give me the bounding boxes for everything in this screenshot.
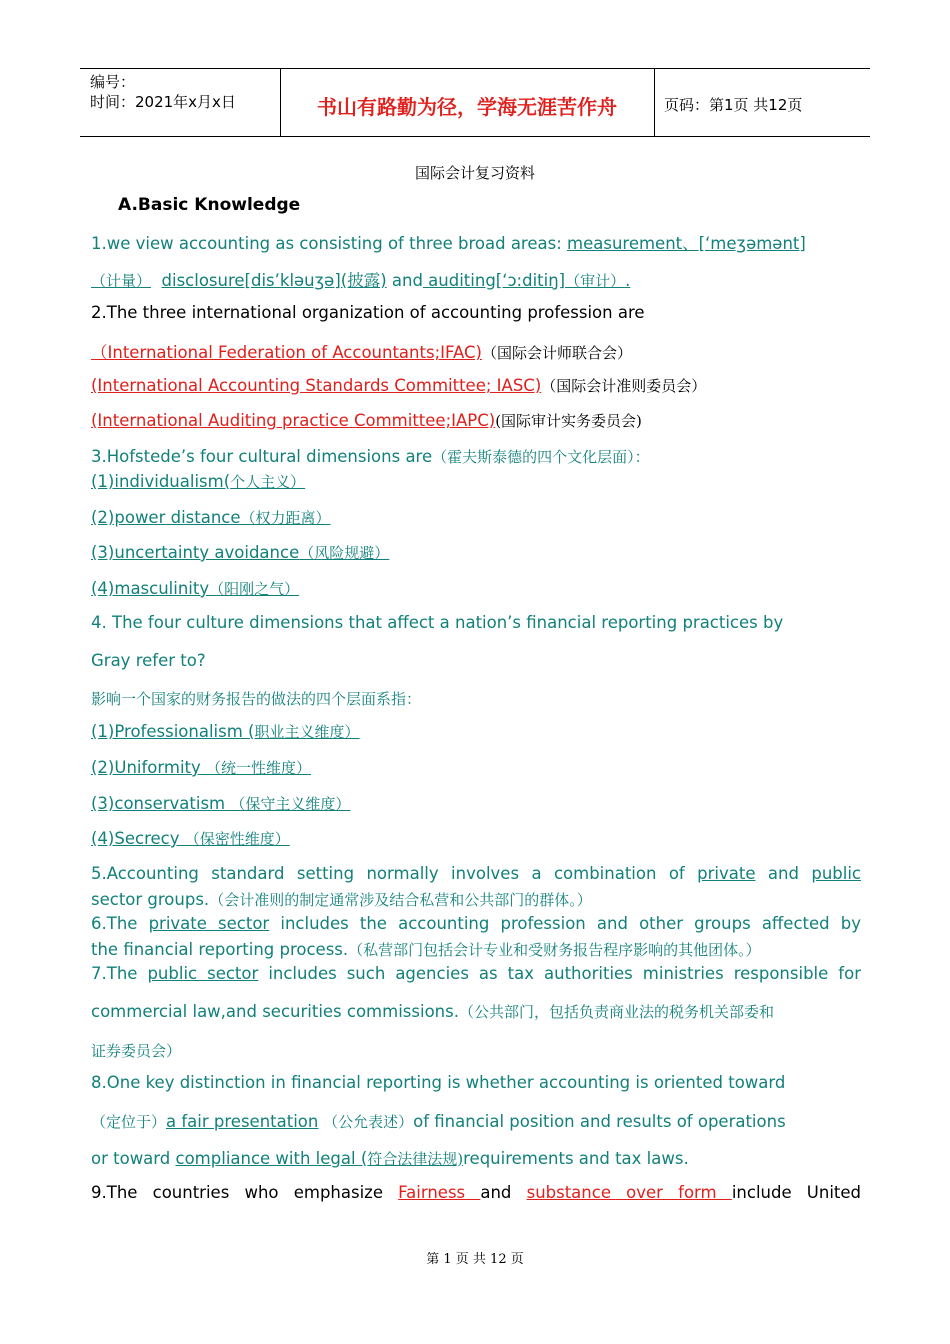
header-divider bbox=[654, 69, 655, 136]
header-motto: 书山有路勤为径，学海无涯苦作舟 bbox=[317, 95, 617, 119]
q2-line: 2.The three international organization of accounting profession are bbox=[91, 303, 645, 322]
header-page-number: 页码：第1页 共12页 bbox=[664, 96, 803, 114]
q2-ifac: （International Federation of Accountants;IFAC)（国际会计师联合会） bbox=[91, 343, 632, 362]
header-date: 时间：2021年x月x日 bbox=[90, 93, 236, 111]
q2-iasc: (International Accounting Standards Committee; IASC)（国际会计准则委员会） bbox=[91, 376, 707, 395]
list-item: (1)Professionalism (职业主义维度） bbox=[91, 722, 360, 741]
page-footer: 第 1 页 共 12 页 bbox=[426, 1252, 524, 1267]
list-item: (2)power distance（权力距离） bbox=[91, 508, 331, 527]
q8-line3: or toward compliance with legal (符合法律法规)requirements and tax laws. bbox=[91, 1149, 689, 1168]
list-item: (2)Uniformity （统一性维度） bbox=[91, 758, 312, 777]
q8-line1: 8.One key distinction in financial reporting is whether accounting is oriented toward bbox=[91, 1073, 786, 1092]
q2-iapc: (International Auditing practice Committee;IAPC)(国际审计实务委员会) bbox=[91, 411, 642, 430]
term-auditing: auditing[‘ɔ:ditiŋ] bbox=[422, 271, 566, 290]
doc-title: 国际会计复习资料 bbox=[414, 164, 535, 182]
q3-line: 3.Hofstede’s four cultural dimensions are（霍夫斯泰德的四个文化层面）： bbox=[91, 447, 650, 466]
list-item: (3)uncertainty avoidance（风险规避） bbox=[91, 543, 390, 562]
q4-line2: Gray refer to? bbox=[91, 651, 206, 670]
term-measurement: measurement、[‘meʒəmənt] bbox=[567, 234, 806, 253]
q1-line2: （计量） disclosure[dis’kləuʒə](披露) and auditing[‘ɔ:ditiŋ]（审计）. bbox=[91, 271, 631, 290]
q5-line2: sector groups.（会计准则的制定通常涉及结合私营和公共部门的群体。） bbox=[91, 890, 592, 909]
list-item: (1)individualism(个人主义） bbox=[91, 472, 306, 491]
q5-line1: 5.Accounting standard setting normally involves a combination of private and public bbox=[91, 864, 861, 883]
term-disclosure: disclosure[dis’kləuʒə](披露) bbox=[161, 271, 387, 290]
page-header bbox=[80, 68, 870, 137]
header-number: 编号： bbox=[90, 73, 136, 91]
section-title: A.Basic Knowledge bbox=[118, 195, 301, 215]
q7-line3: 证券委员会） bbox=[91, 1042, 182, 1060]
q8-line2: （定位于）a fair presentation （公允表述）of financial position and results of operations bbox=[91, 1112, 786, 1131]
list-item: (3)conservatism （保守主义维度） bbox=[91, 794, 351, 813]
header-meta bbox=[90, 72, 280, 112]
list-item: (4)masculinity（阳刚之气） bbox=[91, 579, 300, 598]
q6-line2: the financial reporting process.（私营部门包括会计专业和受财务报告程序影响的其他团体。） bbox=[91, 940, 761, 959]
q6-line1: 6.The private sector includes the accounting profession and other groups affected by bbox=[91, 914, 861, 933]
q1-line1: 1.we view accounting as consisting of three broad areas: measurement、[‘meʒəmənt] bbox=[91, 234, 806, 253]
q4-cn: 影响一个国家的财务报告的做法的四个层面系指： bbox=[91, 690, 422, 708]
list-item: (4)Secrecy （保密性维度） bbox=[91, 829, 290, 848]
q4-line1: 4. The four culture dimensions that affect a nation’s financial reporting practices by bbox=[91, 613, 784, 632]
q9-line1: 9.The countries who emphasize Fairness and substance over form include United bbox=[91, 1183, 862, 1202]
q7-line2: commercial law,and securities commissions.（公共部门，包括负责商业法的税务机关部委和 bbox=[91, 1002, 774, 1021]
q7-line1: 7.The public sector includes such agencies as tax authorities ministries responsible for bbox=[91, 964, 861, 983]
